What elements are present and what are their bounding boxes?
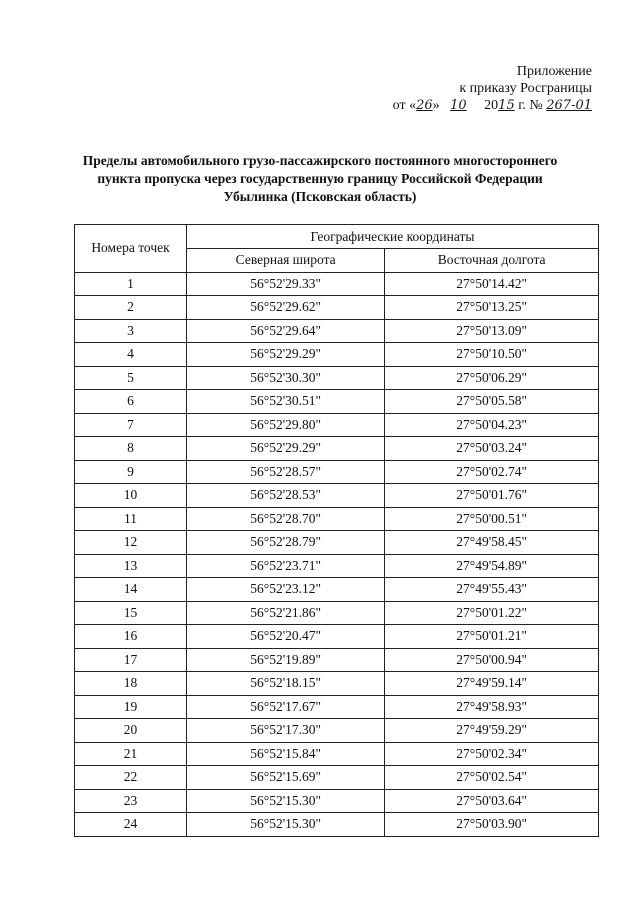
- handwritten-day: 26: [416, 98, 433, 113]
- latitude-cell: 56°52'29.64": [187, 319, 385, 343]
- latitude-cell: 56°52'17.67": [187, 695, 385, 719]
- point-number-cell: 13: [75, 554, 187, 578]
- longitude-cell: 27°49'58.93": [385, 695, 599, 719]
- table-row: [75, 366, 599, 390]
- header-point-number: Номера точек: [75, 225, 187, 273]
- appendix-title: Приложение: [516, 64, 592, 79]
- point-number-cell: 23: [75, 789, 187, 813]
- latitude-cell: 56°52'23.71": [187, 554, 385, 578]
- table-row: [75, 343, 599, 367]
- longitude-cell: 27°50'13.25": [385, 296, 599, 320]
- date-prefix: от «: [392, 98, 417, 113]
- table-row: [75, 413, 599, 437]
- year-prefix: 20: [484, 98, 499, 113]
- longitude-cell: 27°49'54.89": [385, 554, 599, 578]
- table-row: [75, 484, 599, 508]
- point-number-cell: 11: [75, 507, 187, 531]
- point-number-cell: 16: [75, 625, 187, 649]
- longitude-cell: 27°49'58.45": [385, 531, 599, 555]
- latitude-cell: 56°52'30.30": [187, 366, 385, 390]
- longitude-cell: 27°49'59.14": [385, 672, 599, 696]
- longitude-cell: 27°50'00.51": [385, 507, 599, 531]
- point-number-cell: 14: [75, 578, 187, 602]
- longitude-cell: 27°50'04.23": [385, 413, 599, 437]
- latitude-cell: 56°52'28.57": [187, 460, 385, 484]
- latitude-cell: 56°52'29.80": [187, 413, 385, 437]
- latitude-cell: 56°52'23.12": [187, 578, 385, 602]
- handwritten-order-number: 267-01: [546, 98, 592, 113]
- point-number-cell: 21: [75, 742, 187, 766]
- latitude-cell: 56°52'28.70": [187, 507, 385, 531]
- longitude-cell: 27°50'03.64": [385, 789, 599, 813]
- table-row: [75, 578, 599, 602]
- longitude-cell: 27°50'03.24": [385, 437, 599, 461]
- title-line-3: Убылинка (Псковская область): [223, 189, 417, 204]
- table-row: [75, 601, 599, 625]
- table-row: [75, 319, 599, 343]
- latitude-cell: 56°52'29.29": [187, 437, 385, 461]
- longitude-cell: 27°50'01.76": [385, 484, 599, 508]
- header-geo-coordinates: Географические координаты: [187, 225, 599, 249]
- longitude-cell: 27°50'10.50": [385, 343, 599, 367]
- table-row: [75, 272, 599, 296]
- table-row: [75, 813, 599, 837]
- point-number-cell: 18: [75, 672, 187, 696]
- table-row: [75, 507, 599, 531]
- point-number-cell: 5: [75, 366, 187, 390]
- latitude-cell: 56°52'29.62": [187, 296, 385, 320]
- point-number-cell: 9: [75, 460, 187, 484]
- longitude-cell: 27°50'01.21": [385, 625, 599, 649]
- table-row: [75, 296, 599, 320]
- point-number-cell: 1: [75, 272, 187, 296]
- longitude-cell: 27°49'59.29": [385, 719, 599, 743]
- document-title: [40, 152, 600, 206]
- latitude-cell: 56°52'29.33": [187, 272, 385, 296]
- point-number-cell: 24: [75, 813, 187, 837]
- latitude-cell: 56°52'29.29": [187, 343, 385, 367]
- longitude-cell: 27°50'01.22": [385, 601, 599, 625]
- handwritten-year: 15: [498, 98, 515, 113]
- latitude-cell: 56°52'30.51": [187, 390, 385, 414]
- table-row: [75, 531, 599, 555]
- point-number-cell: 4: [75, 343, 187, 367]
- latitude-cell: 56°52'15.69": [187, 766, 385, 790]
- table-row: [75, 437, 599, 461]
- appendix-subtitle: к приказу Росграницы: [459, 81, 592, 96]
- longitude-cell: 27°50'02.34": [385, 742, 599, 766]
- table-row: [75, 460, 599, 484]
- table-row: [75, 789, 599, 813]
- point-number-cell: 12: [75, 531, 187, 555]
- table-row: [75, 695, 599, 719]
- title-line-1: Пределы автомобильного грузо-пассажирского постоянного многостороннего: [82, 153, 558, 168]
- point-number-cell: 2: [75, 296, 187, 320]
- point-number-cell: 10: [75, 484, 187, 508]
- longitude-cell: 27°50'06.29": [385, 366, 599, 390]
- appendix-date-line: [393, 97, 592, 114]
- longitude-cell: 27°50'13.09": [385, 319, 599, 343]
- longitude-cell: 27°50'05.58": [385, 390, 599, 414]
- point-number-cell: 7: [75, 413, 187, 437]
- handwritten-month: 10: [450, 98, 467, 113]
- latitude-cell: 56°52'15.30": [187, 813, 385, 837]
- latitude-cell: 56°52'18.15": [187, 672, 385, 696]
- latitude-cell: 56°52'28.79": [187, 531, 385, 555]
- point-number-cell: 6: [75, 390, 187, 414]
- longitude-cell: 27°50'02.74": [385, 460, 599, 484]
- latitude-cell: 56°52'21.86": [187, 601, 385, 625]
- coordinates-table: [74, 224, 599, 837]
- header-north-latitude: Северная широта: [187, 249, 385, 273]
- latitude-cell: 56°52'19.89": [187, 648, 385, 672]
- point-number-cell: 17: [75, 648, 187, 672]
- title-line-2: пункта пропуска через государственную границу Российской Федерации: [97, 171, 543, 186]
- point-number-cell: 3: [75, 319, 187, 343]
- latitude-cell: 56°52'17.30": [187, 719, 385, 743]
- longitude-cell: 27°50'00.94": [385, 648, 599, 672]
- header-east-longitude: Восточная долгота: [385, 249, 599, 273]
- table-row: [75, 648, 599, 672]
- table-row: [75, 625, 599, 649]
- appendix-header: [393, 63, 592, 114]
- point-number-cell: 8: [75, 437, 187, 461]
- latitude-cell: 56°52'28.53": [187, 484, 385, 508]
- longitude-cell: 27°50'14.42": [385, 272, 599, 296]
- day-suffix: »: [432, 98, 440, 113]
- table-row: [75, 554, 599, 578]
- point-number-cell: 22: [75, 766, 187, 790]
- table-row: [75, 672, 599, 696]
- table-row: [75, 766, 599, 790]
- point-number-cell: 20: [75, 719, 187, 743]
- latitude-cell: 56°52'20.47": [187, 625, 385, 649]
- table-row: [75, 390, 599, 414]
- longitude-cell: 27°50'03.90": [385, 813, 599, 837]
- longitude-cell: 27°50'02.54": [385, 766, 599, 790]
- year-suffix: г. №: [518, 98, 543, 113]
- table-row: [75, 742, 599, 766]
- longitude-cell: 27°49'55.43": [385, 578, 599, 602]
- latitude-cell: 56°52'15.30": [187, 789, 385, 813]
- point-number-cell: 15: [75, 601, 187, 625]
- table-row: [75, 719, 599, 743]
- point-number-cell: 19: [75, 695, 187, 719]
- latitude-cell: 56°52'15.84": [187, 742, 385, 766]
